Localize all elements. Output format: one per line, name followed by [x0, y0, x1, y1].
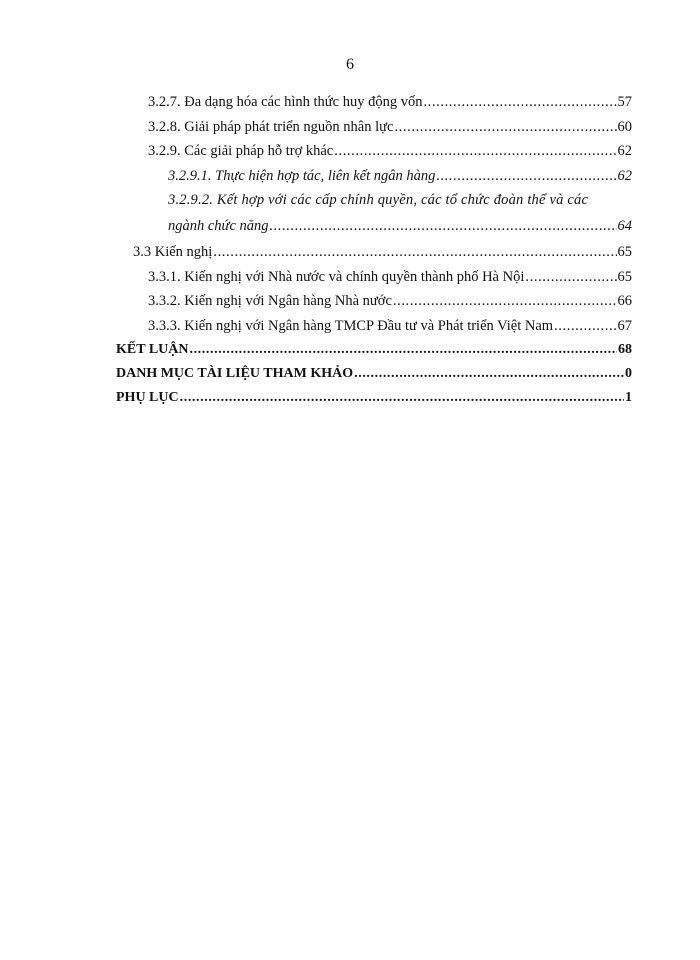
dot-leader — [189, 338, 617, 362]
toc-entry-page: 57 — [617, 94, 632, 110]
dot-leader — [393, 289, 617, 314]
toc-entry-label: 3.3.1. Kiến nghị với Nhà nước và chính quyền thành phố Hà Nội — [148, 268, 525, 285]
dot-leader — [423, 90, 616, 115]
dot-leader — [334, 139, 616, 164]
toc-entry-label: 3.2.9. Các giải pháp hỗ trợ khác — [148, 143, 334, 159]
toc-entry-page: 62 — [617, 143, 632, 159]
toc-entry-page: 65 — [617, 244, 632, 260]
dot-leader — [436, 164, 616, 189]
toc-entry-page: 60 — [617, 118, 632, 135]
toc-entry-3-3-3[interactable] — [116, 314, 632, 339]
toc-entry-label: 3.3 Kiến nghị — [133, 244, 213, 260]
toc-entry-page: 64 — [617, 217, 632, 234]
toc-entry-page: 67 — [617, 317, 632, 334]
toc-entry-conclusion[interactable] — [116, 338, 632, 362]
toc-entry-references[interactable] — [116, 362, 632, 386]
toc-entry-3-2-9-2[interactable] — [116, 214, 632, 239]
toc-entry-label: DANH MỤC TÀI LIỆU THAM KHẢO — [116, 366, 354, 381]
dot-leader — [270, 214, 617, 239]
toc-entry-label: ngành chức năng — [168, 217, 269, 234]
toc-entry-page: 68 — [618, 342, 632, 357]
dot-leader — [554, 314, 616, 339]
toc-entry-page: 62 — [617, 167, 632, 184]
toc-entry-page: 0 — [625, 366, 632, 381]
toc-entry-label: 3.3.3. Kiến nghị với Ngân hàng TMCP Đầu tư và Phát triển Việt Nam — [148, 317, 554, 334]
toc-entry-label: PHỤ LỤC — [116, 390, 179, 405]
toc-entry-3-2-9-1[interactable] — [116, 164, 632, 189]
toc-entry-3-2-9-2-line1[interactable]: 3.2.9.2. Kết hợp với các cấp chính quyền, các tổ chức đoàn thể và các — [168, 192, 589, 208]
dot-leader — [394, 115, 616, 140]
toc-entry-appendix[interactable] — [116, 386, 632, 410]
table-of-contents — [116, 90, 632, 410]
toc-entry-3-3-2[interactable] — [116, 289, 632, 314]
toc-entry-label: 3.2.7. Đa dạng hóa các hình thức huy động vốn — [148, 94, 423, 110]
toc-entry-label: 3.3.2. Kiến nghị với Ngân hàng Nhà nước — [148, 293, 392, 309]
toc-entry-page: 66 — [617, 293, 632, 309]
toc-entry-label: KẾT LUẬN — [116, 342, 189, 357]
dot-leader — [180, 386, 624, 410]
dot-leader — [213, 240, 616, 265]
toc-entry-label: 3.2.9.1. Thực hiện hợp tác, liên kết ngân hàng — [168, 167, 436, 184]
toc-entry-3-3-1[interactable] — [116, 265, 632, 290]
toc-entry-3-2-8[interactable] — [116, 115, 632, 140]
toc-entry-3-3[interactable] — [116, 240, 632, 265]
page-number: 6 — [346, 56, 354, 73]
toc-entry-page: 1 — [625, 390, 632, 405]
toc-entry-label: 3.2.8. Giải pháp phát triển nguồn nhân lực — [148, 118, 394, 135]
dot-leader — [354, 362, 624, 386]
toc-entry-3-2-9[interactable] — [116, 139, 632, 164]
dot-leader — [525, 265, 616, 290]
toc-entry-3-2-7[interactable] — [116, 90, 632, 115]
toc-entry-page: 65 — [617, 268, 632, 285]
